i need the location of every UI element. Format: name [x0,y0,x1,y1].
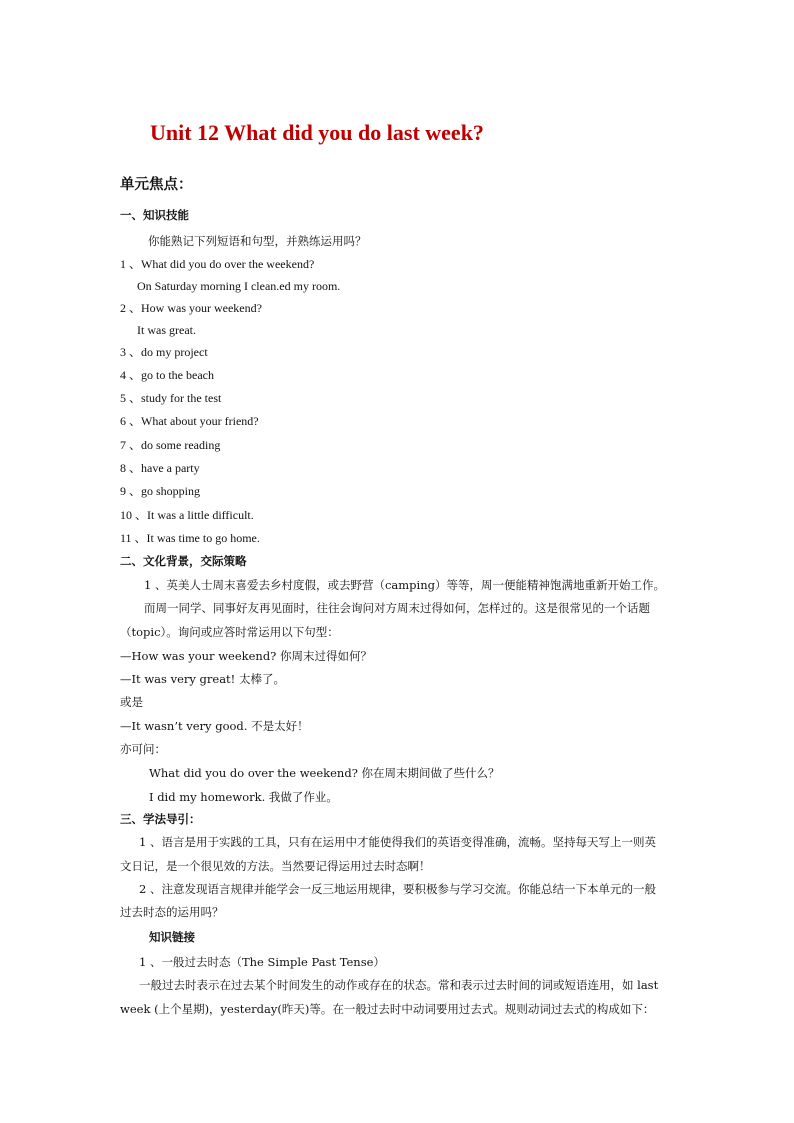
or-label: 或是 [120,695,143,709]
tense-paragraph-cont: week (上个星期)，yesterday(昨天)等。在一般过去时中动词要用过去式。规则动词过去式的构成如下： [120,1002,655,1016]
dialogue-answer: —It wasn’t very good. 不是太好！ [120,719,309,733]
list-item: 9 、go shopping [120,484,201,498]
knowledge-link-heading: 知识链接 [149,930,195,944]
tense-paragraph: 一般过去时表示在过去某个时间发生的动作或存在的状态。常和表示过去时间的词或短语连用，如 last [139,978,659,992]
list-item: 10 、It was a little difficult. [120,508,254,522]
dialogue-answer: —It was very great! 太棒了。 [120,672,285,686]
list-item: 1 、What did you do over the weekend? [120,257,315,271]
culture-paragraph-2: 而周一同学、同事好友再见面时，往往会询问对方周末过得如何，怎样过的。这是很常见的一个话题 [144,601,650,615]
dialogue-question: What did you do over the weekend? 你在周末期间做了些什么？ [149,766,500,780]
tense-heading: 1 、一般过去时态（The Simple Past Tense） [139,955,385,969]
list-item: 5 、study for the test [120,391,222,405]
list-item: 2 、How was your weekend? [120,301,262,315]
focus-heading: 单元焦点： [120,176,193,193]
culture-paragraph-1: 1 、英美人士周末喜爱去乡村度假，或去野营（camping）等等，周一便能精神饱满地重新开始工作。 [144,578,665,592]
method-paragraph-2-cont: 过去时态的运用吗？ [120,905,224,919]
list-item: 11 、It was time to go home. [120,531,260,545]
list-item: It was great. [137,323,196,337]
list-item: 8 、have a party [120,461,200,475]
section-2-heading: 二、文化背景，交际策略 [120,554,247,568]
list-item: 7 、do some reading [120,438,221,452]
culture-paragraph-2-cont: （topic）。询问或应答时常运用以下句型： [120,625,339,639]
method-paragraph-1: 1 、语言是用于实践的工具，只有在运用中才能使得我们的英语变得准确，流畅。坚持每天写上一则英 [139,835,656,849]
section-1-heading: 一、知识技能 [120,208,189,222]
section-3-heading: 三、学法导引： [120,812,201,826]
list-item: 6 、What about your friend? [120,414,259,428]
list-item: On Saturday morning I clean.ed my room. [137,279,341,293]
section-1-intro: 你能熟记下列短语和句型，并熟练运用吗？ [148,234,367,248]
list-item: 4 、go to the beach [120,368,214,382]
dialogue-answer: I did my homework. 我做了作业。 [149,790,338,804]
dialogue-question: —How was your weekend? 你周末过得如何？ [120,649,373,663]
method-paragraph-1-cont: 文日记，是一个很见效的方法。当然要记得运用过去时态啊！ [120,859,431,873]
method-paragraph-2: 2 、注意发现语言规律并能学会一反三地运用规律，要积极参与学习交流。你能总结一下本单元的一般 [139,882,656,896]
unit-title: Unit 12 What did you do last week? [150,120,484,145]
also-ask-label: 亦可问： [120,742,166,756]
list-item: 3 、do my project [120,345,208,359]
